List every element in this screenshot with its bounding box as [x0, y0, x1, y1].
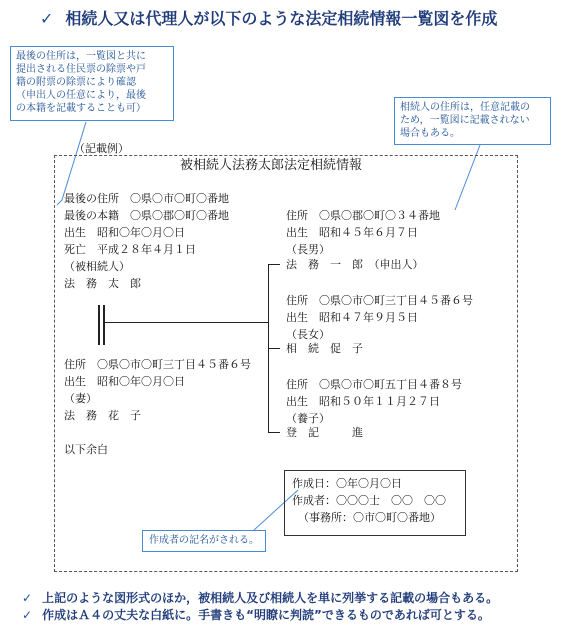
note-line: 最後の住所は，一覧図と共に [16, 51, 146, 62]
spouse-address: 住所 〇県〇市〇町三丁目４５番６号 [64, 358, 251, 371]
footer-item [22, 589, 498, 606]
check-icon: ✓ [22, 608, 33, 622]
deceased-last-domicile: 最後の本籍 〇県〇郡〇町〇番地 [64, 209, 229, 222]
note-line: ため，一覧図に記載されない [400, 115, 530, 126]
deceased-death: 死亡 平成２８年４月１日 [64, 243, 196, 256]
check-icon: ✓ [22, 591, 33, 605]
child-branch-line [268, 432, 280, 433]
remainder-text: 以下余白 [64, 443, 108, 456]
note-line: 場合もある。 [400, 128, 460, 139]
child-name: 法 務 一 郎 （申出人） [286, 258, 424, 271]
note-line: 提出される住民票の除票や戸 [16, 64, 146, 75]
family-link-line [105, 322, 268, 323]
child-address: 住所 〇県〇郡〇町〇３４番地 [286, 209, 440, 222]
child-role: （長女） [286, 328, 330, 341]
note-line: の本籍を記載することも可） [16, 103, 146, 114]
note-author-signature: 作成者の記名がされる。 [142, 530, 266, 552]
footer-item [22, 606, 490, 623]
check-icon: ✓ [40, 9, 54, 28]
child-role: （長男） [286, 243, 330, 256]
child-address: 住所 〇県〇市〇町五丁目４番８号 [286, 378, 462, 391]
child-branch-line [268, 348, 280, 349]
author-creator: 作成者：〇〇〇士 〇〇 〇〇 [292, 494, 446, 507]
marriage-line-left [98, 305, 100, 345]
author-office: （事務所：〇市〇町〇番地） [298, 511, 441, 524]
deceased-birth: 出生 昭和〇年〇月〇日 [64, 226, 185, 239]
child-birth: 出生 昭和５０年１１月２７日 [286, 395, 440, 408]
child-branch-line [268, 264, 280, 265]
deceased-last-address: 最後の住所 〇県〇市〇町〇番地 [64, 192, 229, 205]
note-line: （申出人の任意により，最後 [16, 90, 146, 101]
note-line: 籍の附票の除票により確認 [16, 77, 136, 88]
child-name: 相 続 促 子 [286, 342, 363, 355]
deceased-role: （被相続人） [64, 260, 130, 273]
note-heir-address [394, 97, 551, 145]
child-address: 住所 〇県〇市〇町三丁目４５番６号 [286, 294, 473, 307]
child-role: （養子） [286, 412, 330, 425]
footer-item-text: 上記のような図形式のほか，被相続人及び相続人を単に列挙する記載の場合もある。 [42, 591, 499, 605]
spouse-name: 法 務 花 子 [64, 409, 141, 422]
child-name: 登 記 進 [286, 426, 363, 439]
note-line: 相続人の住所は，任意記載の [400, 102, 530, 113]
marriage-line-right [103, 305, 105, 345]
author-date: 作成日：〇年〇月〇日 [292, 477, 402, 490]
spouse-role: （妻） [64, 392, 97, 405]
example-label: （記載例） [74, 142, 129, 155]
page-title-text: 相続人又は代理人が以下のような法定相続情報一覧図を作成 [65, 9, 498, 28]
child-birth: 出生 昭和４５年６月７日 [286, 226, 418, 239]
deceased-name: 法 務 太 郎 [64, 277, 141, 290]
footer-item-text: 作成はＡ４の丈夫な白紙に。手書きも“明瞭に判読”できるものであれば可とする。 [42, 608, 490, 622]
spouse-birth: 出生 昭和〇年〇月〇日 [64, 375, 185, 388]
note-last-address [10, 46, 174, 121]
child-birth: 出生 昭和４７年９月５日 [286, 311, 418, 324]
document-title: 被相続人法務太郎法定相続情報 [180, 158, 363, 173]
